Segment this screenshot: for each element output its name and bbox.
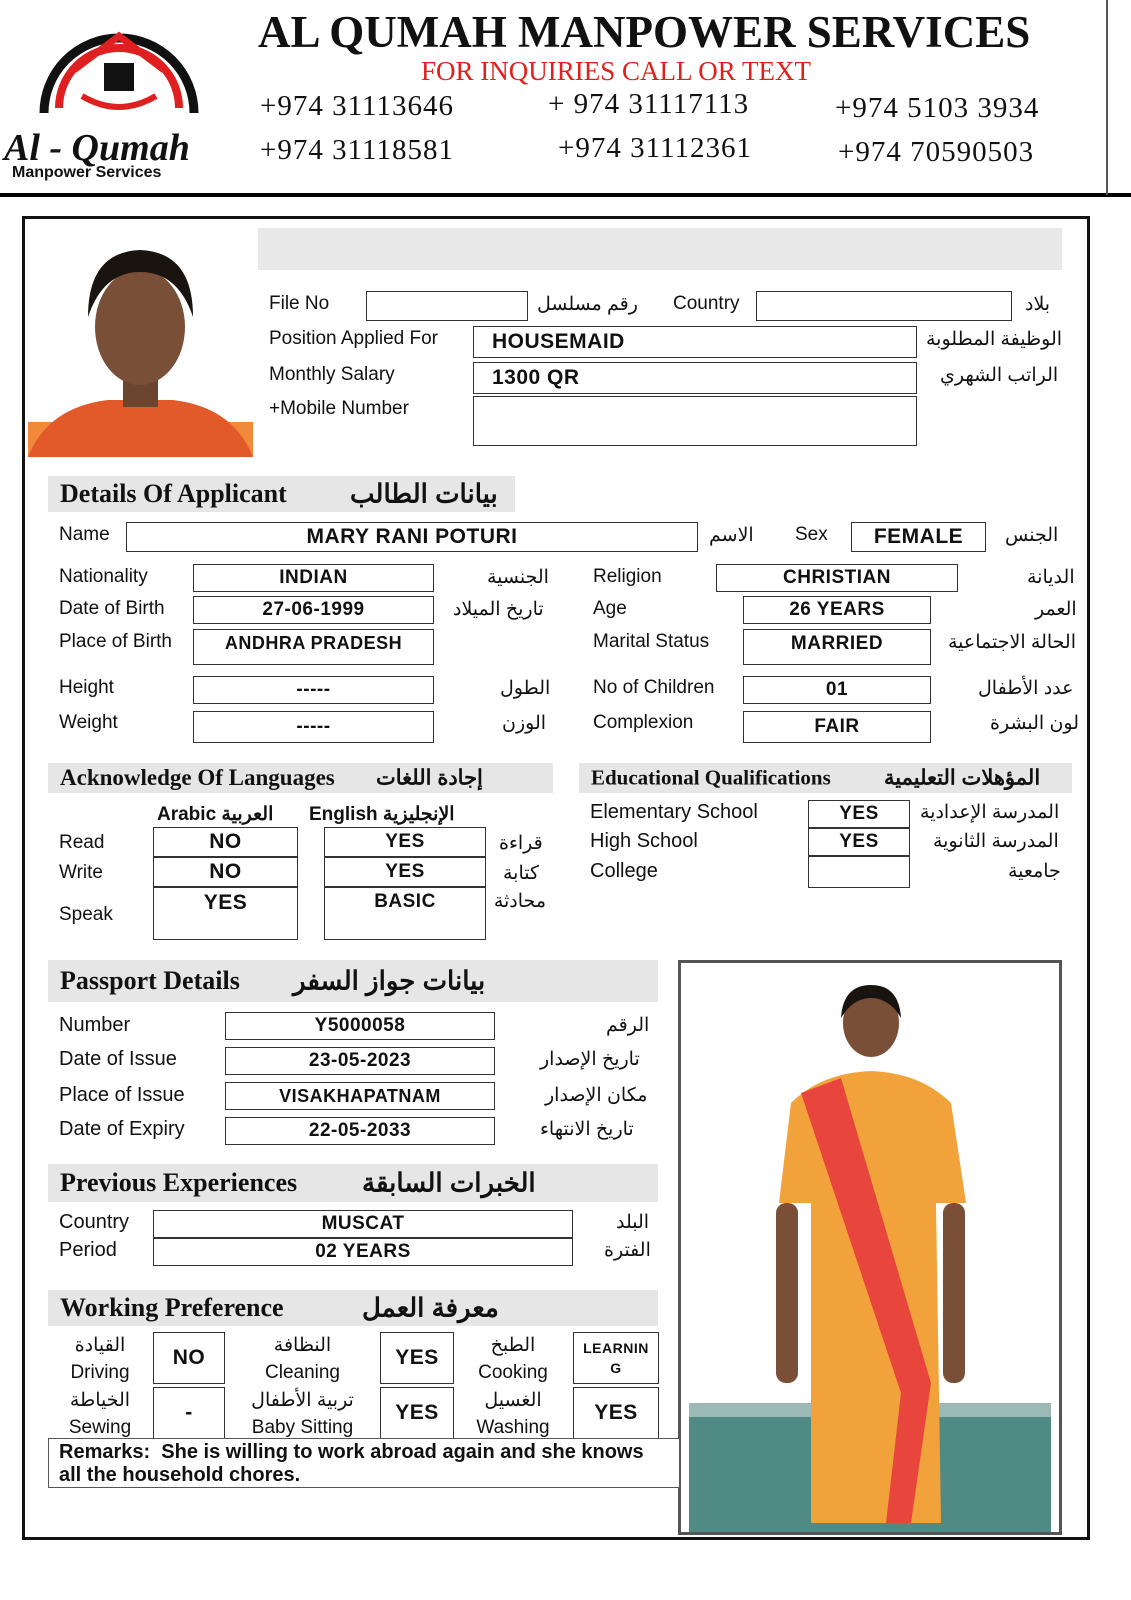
cooking-label: Cooking	[478, 1362, 548, 1383]
children-label: No of Children	[593, 677, 715, 698]
working-header	[48, 1290, 658, 1326]
write-arabic[interactable]: NO	[153, 857, 298, 887]
washing-label: Washing	[476, 1417, 550, 1438]
english-column-header	[309, 803, 455, 826]
inquiry-text: FOR INQUIRIES CALL OR TEXT	[421, 56, 811, 86]
sewing-label-ar: الخياطة	[69, 1390, 131, 1411]
exp-country-label-ar: البلد	[616, 1212, 650, 1233]
phone-4: +974 31118581	[260, 134, 454, 166]
speak-label: Speak	[59, 904, 113, 925]
driving-field[interactable]: NO	[153, 1332, 225, 1384]
children-field[interactable]: 01	[743, 676, 931, 704]
dob-label-ar: تاريخ الميلاد	[453, 599, 544, 620]
languages-title: Acknowledge Of Languages	[60, 765, 335, 790]
position-field[interactable]: HOUSEMAID	[473, 326, 917, 358]
babysitting-label-ar: تربية الأطفال	[251, 1390, 354, 1411]
english-label: English	[309, 804, 378, 825]
elementary-label: Elementary School	[590, 801, 758, 823]
country-label-ar: بلاد	[1025, 294, 1051, 315]
elementary-field[interactable]: YES	[808, 800, 910, 828]
cleaning-label: Cleaning	[265, 1362, 340, 1383]
sex-label: Sex	[795, 524, 828, 545]
washing-label-group	[465, 1387, 561, 1441]
person-full-body-icon	[681, 963, 1059, 1532]
passport-number-label-ar: الرقم	[606, 1015, 650, 1036]
issue-place-label: Place of Issue	[59, 1084, 185, 1106]
country-label: Country	[673, 293, 740, 314]
details-header	[48, 476, 515, 512]
experience-title: Previous Experiences	[60, 1168, 298, 1197]
headshot-photo	[28, 232, 253, 457]
children-label-ar: عدد الأطفال	[978, 678, 1074, 699]
mobile-label: +Mobile Number	[269, 398, 409, 419]
cooking-label-group	[465, 1332, 561, 1386]
phone-1: +974 31113646	[260, 90, 454, 122]
full-body-photo	[678, 960, 1062, 1535]
speak-label-ar: محادثة	[493, 891, 546, 912]
complexion-field[interactable]: FAIR	[743, 711, 931, 743]
salary-field[interactable]: 1300 QR	[473, 362, 917, 394]
languages-title-ar: إجادة اللغات	[376, 766, 483, 790]
height-field[interactable]: -----	[193, 676, 434, 704]
age-label-ar: العمر	[1035, 599, 1077, 620]
cleaning-label-ar: النظافة	[273, 1335, 332, 1356]
elementary-label-ar: المدرسة الإعدادية	[920, 802, 1060, 823]
passport-title-ar: بيانات جواز السفر	[293, 965, 486, 996]
person-headshot-icon	[28, 232, 253, 457]
house-family-logo-icon	[4, 8, 232, 128]
name-label-ar: الاسم	[709, 525, 754, 546]
name-field[interactable]: MARY RANI POTURI	[126, 522, 698, 552]
sewing-field[interactable]: -	[153, 1387, 225, 1439]
title-bar	[258, 228, 1062, 270]
header-divider	[0, 193, 1131, 197]
issue-date-label-ar: تاريخ الإصدار	[540, 1049, 640, 1070]
file-no-label-ar: رقم مسلسل	[537, 294, 638, 315]
expiry-date-label-ar: تاريخ الانتهاء	[540, 1119, 634, 1140]
cooking-field[interactable]: LEARNING	[573, 1332, 659, 1384]
weight-field[interactable]: -----	[193, 711, 434, 743]
religion-label: Religion	[593, 566, 662, 587]
dob-field[interactable]: 27-06-1999	[193, 596, 434, 624]
company-logo	[4, 8, 232, 186]
babysitting-field[interactable]: YES	[380, 1387, 454, 1439]
issue-place-label-ar: مكان الإصدار	[545, 1085, 648, 1106]
english-label-ar: الإنجليزية	[382, 804, 455, 825]
marital-field[interactable]: MARRIED	[743, 629, 931, 665]
pob-field[interactable]: ANDHRA PRADESH	[193, 629, 434, 665]
phone-2: + 974 31117113	[548, 88, 750, 120]
file-no-field[interactable]	[366, 291, 528, 321]
sewing-label: Sewing	[68, 1417, 132, 1438]
arabic-label: Arabic	[157, 804, 217, 825]
sex-field[interactable]: FEMALE	[851, 522, 986, 552]
driving-label-group	[55, 1332, 145, 1386]
passport-header	[48, 960, 658, 1002]
salary-label-ar: الراتب الشهري	[940, 365, 1059, 386]
sex-label-ar: الجنس	[1005, 525, 1059, 546]
write-english[interactable]: YES	[324, 857, 486, 887]
position-label-ar: الوظيفة المطلوبة	[926, 329, 1063, 350]
highschool-label: High School	[590, 830, 698, 852]
experience-title-ar: الخبرات السابقة	[362, 1167, 536, 1198]
age-field[interactable]: 26 YEARS	[743, 596, 931, 624]
phone-5: +974 31112361	[558, 132, 752, 164]
exp-period-label: Period	[59, 1239, 117, 1261]
mobile-field[interactable]	[473, 396, 917, 446]
read-label-ar: قراءة	[499, 833, 543, 854]
highschool-field[interactable]: YES	[808, 828, 910, 856]
weight-label-ar: الوزن	[502, 713, 547, 734]
languages-header	[48, 763, 553, 793]
nationality-field[interactable]: INDIAN	[193, 564, 434, 592]
exp-period-label-ar: الفترة	[604, 1240, 651, 1261]
company-name: AL QUMAH MANPOWER SERVICES	[258, 7, 1031, 57]
details-title-ar: بيانات الطالب	[350, 478, 498, 509]
exp-period-field[interactable]: 02 YEARS	[153, 1238, 573, 1266]
driving-label-ar: القيادة	[74, 1335, 126, 1356]
marital-label-ar: الحالة الاجتماعية	[948, 632, 1076, 653]
remarks-text: She is willing to work abroad again and she knows all the household chores.	[59, 1441, 644, 1486]
passport-title: Passport Details	[60, 966, 240, 995]
college-field[interactable]	[808, 856, 910, 888]
babysitting-label: Baby Sitting	[251, 1417, 354, 1438]
nationality-label-ar: الجنسية	[487, 567, 549, 588]
religion-field[interactable]: CHRISTIAN	[716, 564, 958, 592]
remarks-label: Remarks:	[59, 1441, 151, 1463]
read-label: Read	[59, 832, 105, 853]
working-title-ar: معرفة العمل	[362, 1292, 499, 1323]
write-label: Write	[59, 862, 103, 883]
washing-label-ar: الغسيل	[484, 1390, 542, 1411]
experience-header	[48, 1164, 658, 1202]
education-header	[579, 763, 1072, 793]
details-title: Details Of Applicant	[60, 479, 287, 508]
dob-label: Date of Birth	[59, 598, 165, 619]
salary-label: Monthly Salary	[269, 364, 395, 385]
complexion-label: Complexion	[593, 712, 694, 733]
passport-number-field[interactable]: Y5000058	[225, 1012, 495, 1040]
sewing-label-group	[55, 1387, 145, 1441]
logo-text: Al - Qumah	[4, 127, 190, 169]
height-label: Height	[59, 677, 114, 698]
college-label: College	[590, 860, 658, 882]
highschool-label-ar: المدرسة الثانوية	[933, 831, 1059, 852]
arabic-column-header	[157, 803, 273, 826]
remarks-box	[48, 1438, 680, 1488]
file-no-label: File No	[269, 293, 330, 314]
name-label: Name	[59, 524, 110, 545]
cleaning-label-group	[240, 1332, 365, 1386]
read-english[interactable]: YES	[324, 827, 486, 857]
cooking-label-ar: الطبخ	[490, 1335, 536, 1356]
nationality-label: Nationality	[59, 566, 148, 587]
working-title: Working Preference	[60, 1293, 284, 1322]
height-label-ar: الطول	[500, 678, 551, 699]
washing-field[interactable]: YES	[573, 1387, 659, 1439]
driving-label: Driving	[70, 1362, 130, 1383]
age-label: Age	[593, 598, 627, 619]
speak-english[interactable]: BASIC	[324, 887, 486, 940]
issue-place-field[interactable]: VISAKHAPATNAM	[225, 1082, 495, 1110]
cleaning-field[interactable]: YES	[380, 1332, 454, 1384]
marital-label: Marital Status	[593, 631, 710, 652]
education-title-ar: المؤهلات التعليمية	[884, 766, 1041, 790]
complexion-label-ar: لون البشرة	[990, 713, 1080, 734]
pob-label: Place of Birth	[59, 631, 172, 652]
expiry-date-label: Date of Expiry	[59, 1118, 185, 1140]
passport-number-label: Number	[59, 1014, 131, 1036]
read-arabic[interactable]: NO	[153, 827, 298, 857]
phone-3: +974 5103 3934	[835, 92, 1040, 124]
babysitting-label-group	[240, 1387, 365, 1441]
speak-arabic[interactable]: YES	[153, 887, 298, 940]
phone-6: +974 70590503	[838, 136, 1035, 168]
position-label: Position Applied For	[269, 328, 438, 349]
exp-country-field[interactable]: MUSCAT	[153, 1210, 573, 1238]
logo-subtext: Manpower Services	[12, 164, 162, 181]
education-title: Educational Qualifications	[591, 765, 831, 790]
write-label-ar: كتابة	[503, 863, 540, 884]
issue-date-label: Date of Issue	[59, 1048, 177, 1070]
religion-label-ar: الديانة	[1027, 567, 1075, 588]
country-field[interactable]	[756, 291, 1012, 321]
college-label-ar: جامعية	[1008, 861, 1061, 882]
expiry-date-field[interactable]: 22-05-2033	[225, 1117, 495, 1145]
exp-country-label: Country	[59, 1211, 130, 1233]
header-right-border	[1106, 0, 1108, 195]
weight-label: Weight	[59, 712, 118, 733]
issue-date-field[interactable]: 23-05-2023	[225, 1047, 495, 1075]
arabic-label-ar: العربية	[221, 804, 274, 825]
